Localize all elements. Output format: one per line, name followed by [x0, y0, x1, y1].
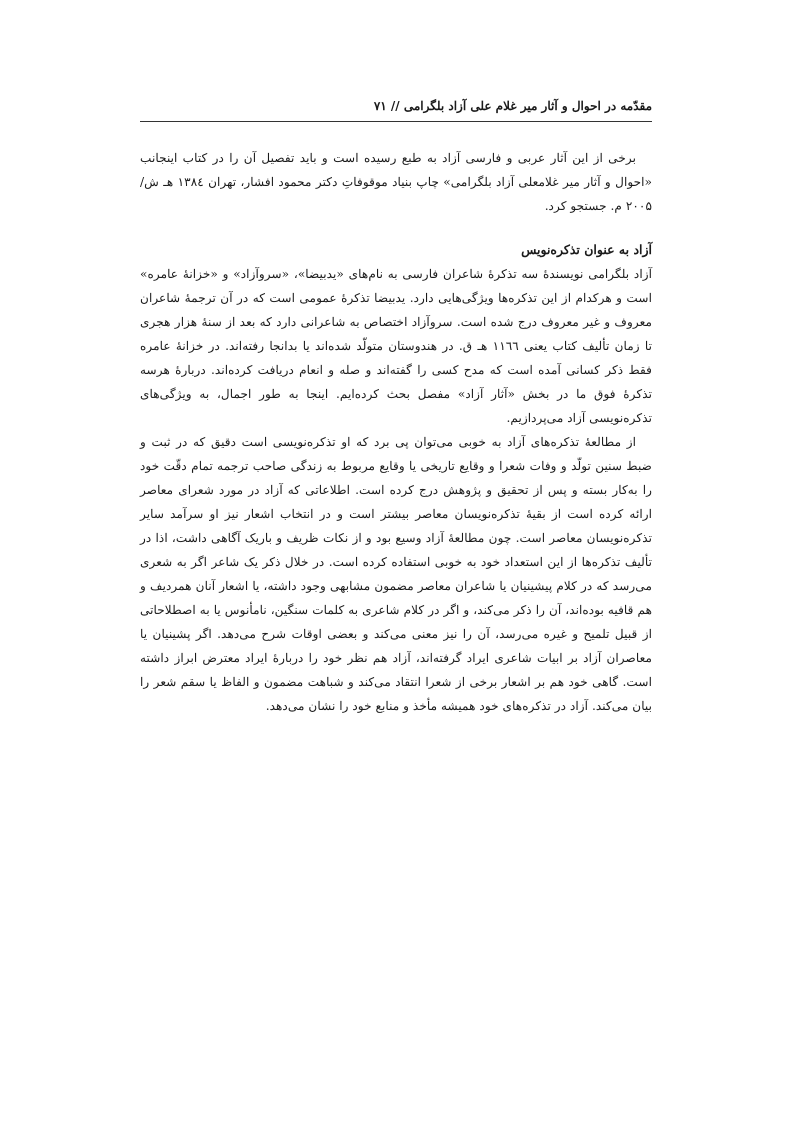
header-divider [140, 121, 652, 122]
intro-paragraph: برخی از این آثار عربی و فارسی آزاد به طبع رسیده است و باید تفصیل آن را در کتاب اینجانب «احوال و آثار میر غلامعلی آزاد بلگرامی» چاپ بنیاد موقوفاتِ دکتر محمود افشار، تهران ۱۳۸٤ هـ ش/۲۰۰۵ م. جستجو کرد. [140, 151, 653, 213]
running-header: مقدّمه در احوال و آثار میر غلام علی آزاد بلگرامی // ۷۱ [373, 99, 652, 113]
section-paragraph-2: از مطالعهٔ تذکره‌های آزاد به خوبی می‌توان پی برد که او تذکره‌نویسی است دقیق که در ثبت و ضبط سنین تولّد و وفات شعرا و وقایع تاریخی یا وقایع مربوط به زندگی صاحب ترجمه تمام دقّت خود را به‌کار بسته و پس از تحقیق و پژوهش درج کرده است. اطلاعاتی که آزاد در مورد شعرای معاصر ارائه کرده است از بقیهٔ تذکره‌نویسان معاصر بیشتر است و در انتخاب اشعار نیز او سرآمد سایر تذکره‌نویسان معاصر است. چون مطالعهٔ آزاد وسیع بود و از نکات ظریف و باریک آگاهی داشت، اذا در تألیف تذکره‌ها از این استعداد خود به خوبی استفاده کرده است. در خلال ذکر یک شاعر اگر به شعری می‌رسد که در کلام پیشینیان یا شاعران معاصر مضمون مشابهی وجود داشته، یا اشعار آنان همردیف و هم قافیه بوده‌اند، آن را ذکر می‌کند، و اگر در کلام شاعری به کلمات سنگین، نامأنوس یا به اصطلاحاتی از قبیل تلمیح و غیره می‌رسد، آن را نیز معنی می‌کند و بعضی اوقات شرح می‌دهد. اگر پشینیان یا معاصران آزاد بر ابیات شاعری ایراد گرفته‌اند، آزاد هم نظر خود را دربارهٔ ایراد معترض ابراز داشته است. گاهی خود هم بر اشعار برخی از شعرا انتقاد می‌کند و شباهت مضمون و الفاظ یا سقم شعر را بیان می‌کند. آزاد در تذکره‌های خود همیشه مأخذ و منابع خود را نشان می‌دهد. [140, 435, 652, 713]
section-paragraph-1: آزاد بلگرامی نویسندهٔ سه تذکرهٔ شاعران فارسی به نام‌های «یدبیضا»، «سروآزاد» و «خزانهٔ عامره» است و هرکدام از این تذکره‌ها ویژگی‌هایی دارد. یدبیضا تذکرهٔ عمومی است که در آن ترجمهٔ شاعران معروف و غیر معروف درج شده است. سروآزاد اختصاص به شاعرانی دارد که بعد از سنهٔ هزار هجری تا زمان تألیف کتاب یعنی ١١٦٦ هـ ق. در هندوستان متولّد شده‌اند یا بدانجا رفته‌اند. در خزانهٔ عامره فقط ذکر کسانی آمده است که مدح کسی را گفته‌اند و صله و انعام دریافت کرده‌اند. دربارهٔ هرسه تذکرهٔ فوق ما در بخش «آثار آزاد» مفصل بحث کرده‌ایم. اینجا به طور اجمال، به ویژگی‌های تذکره‌نویسی آزاد می‌پردازیم. [140, 267, 652, 425]
page-body [140, 146, 652, 718]
section-heading: آزاد به عنوان تذکره‌نویس [521, 242, 652, 257]
